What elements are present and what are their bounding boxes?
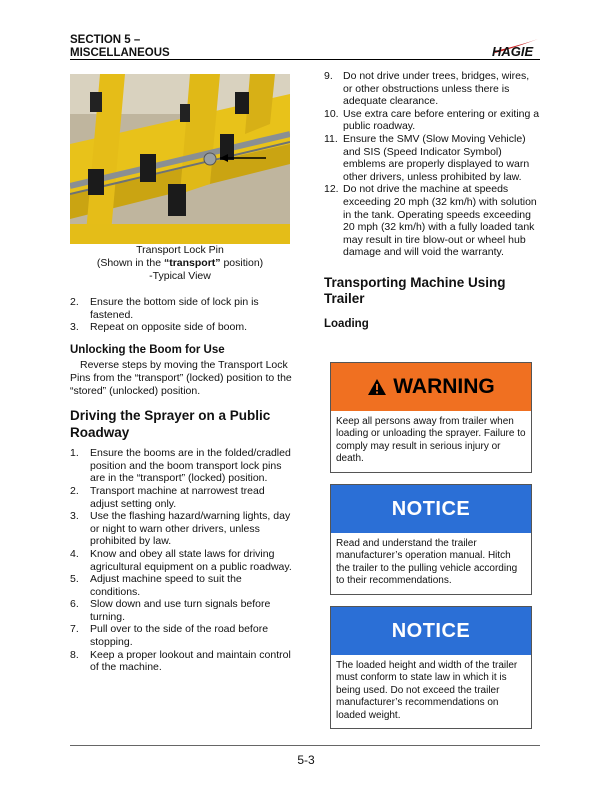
section-number: SECTION 5 – [70, 34, 141, 46]
right-steps-list [324, 70, 540, 259]
list-item: 7. Pull over to the side of the road before stopping. [70, 623, 269, 649]
page-number: 5-3 [297, 753, 315, 767]
notice-text-1: Read and understand the trailer manufacturer’s operation manual. Hitch the trailer to the pulling vehicle according to their recommendations. [336, 538, 518, 587]
unlock-text: Reverse steps by moving the Transport Lock Pins from the “transport” (locked) position to the “stored” (unlocked) position. [70, 359, 292, 397]
notice-title-1: NOTICE [391, 497, 471, 520]
list-item: 5. Adjust machine speed to suit the conditions. [70, 573, 242, 598]
header-rule [70, 59, 540, 60]
svg-text:HAGIE: HAGIE [492, 44, 534, 58]
list-item: 1. Ensure the booms are in the folded/cradled position and the boom transport lock pins are in the “transport” (locked) position. [70, 447, 291, 485]
list-item: 2. Ensure the bottom side of lock pin is fastened. [70, 296, 259, 321]
notice-band-1 [331, 485, 531, 533]
steps-a-list [70, 296, 292, 334]
list-item: 10. Use extra care before entering or exiting a public roadway. [324, 107, 540, 133]
unlock-heading: Unlocking the Boom for Use [70, 343, 225, 356]
warning-text: Keep all persons away from trailer when loading or unloading the sprayer. Failure to comply may result in serious injury or death. [336, 416, 526, 465]
loading-heading: Loading [324, 317, 369, 330]
list-item: 3. Repeat on opposite side of boom. [70, 321, 248, 334]
list-item: 12. Do not drive the machine at speeds exceeding 20 mph (32 km/h) with solution in the tank. Operating speeds exceeding 20 mph (32 km/h) with a fully loaded tank may result in tire blow-out or wheel hub damage and will void the warranty. [324, 183, 537, 259]
left-column [70, 296, 292, 674]
transport-lock-pin-photo [70, 74, 290, 244]
drive-steps-list [70, 447, 292, 674]
warning-box [330, 362, 532, 473]
notice-title-2: NOTICE [391, 619, 471, 642]
caption-title: Transport Lock Pin [136, 244, 224, 256]
notice-box-1 [330, 484, 532, 595]
notice-band-2 [331, 607, 531, 655]
hagie-logo [488, 36, 540, 58]
caption-position: (Shown in the “transport” position) [96, 256, 264, 269]
drive-heading: Driving the Sprayer on a Public Roadway [70, 408, 271, 440]
right-column [324, 70, 540, 331]
notice-text-2: The loaded height and width of the trailer must conform to state law in which it is being used. Do not exceed the trailer manufacturer’s recommendations on loaded weight. [336, 660, 518, 721]
section-name: MISCELLANEOUS [70, 47, 170, 59]
warning-triangle-icon [367, 378, 387, 396]
section-header [70, 34, 170, 60]
footer-rule [70, 745, 540, 746]
figure-caption [70, 244, 290, 282]
list-item: 4. Know and obey all state laws for driving agricultural equipment on a public roadway. [70, 547, 292, 573]
list-item: 8. Keep a proper lookout and maintain control of the machine. [70, 648, 291, 674]
list-item: 6. Slow down and use turn signals before turning. [70, 598, 271, 623]
trailer-heading: Transporting Machine Using Trailer [324, 274, 506, 307]
warning-title: WARNING [393, 375, 495, 398]
caption-view: -Typical View [149, 269, 211, 282]
notice-box-2 [330, 606, 532, 729]
list-item: 3. Use the flashing hazard/warning lights, day or night to warn other drivers, unless prohibited by law. [70, 510, 291, 548]
list-item: 11. Ensure the SMV (Slow Moving Vehicle) and SIS (Speed Indicator Symbol) emblems are properly displayed to warn other drivers, unless prohibited by law. [324, 132, 530, 183]
warning-band [331, 363, 531, 411]
list-item: 9. Do not drive under trees, bridges, wires, or other obstructions unless there is adequate clearance. [324, 70, 530, 108]
list-item: 2. Transport machine at narrowest tread adjust setting only. [70, 484, 265, 510]
